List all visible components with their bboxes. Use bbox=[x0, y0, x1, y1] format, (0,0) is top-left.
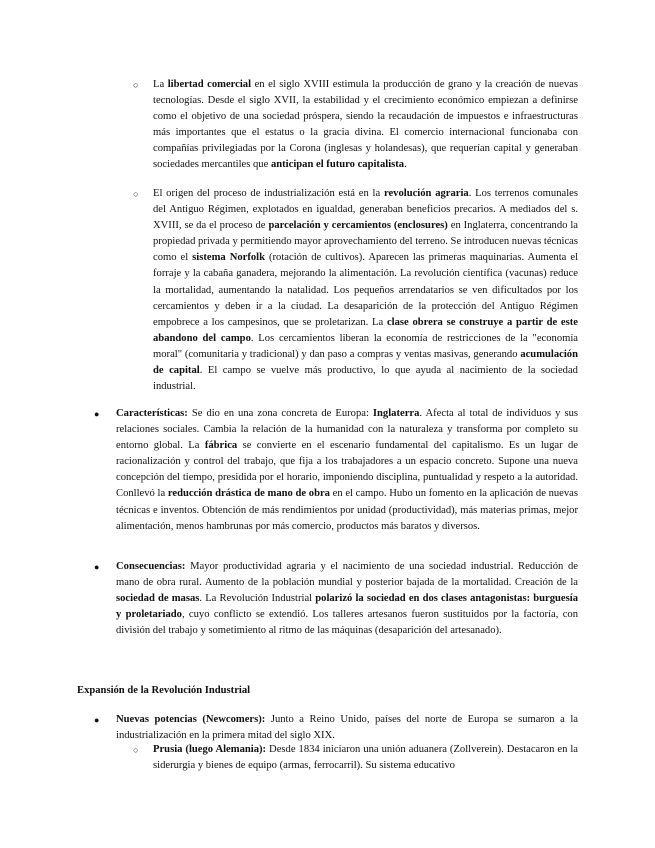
paragraph: Consecuencias: Mayor productividad agraria y el nacimiento de una sociedad industrial. Reducción de mano de obra rural. Aumento de la población mundial y posterior bajada de la mortalidad. Creación de la sociedad de masas. La Revolución Industrial polarizó la sociedad en dos clases antagonistas: burguesía y proletariado, cuyo conflicto se extendió. Los talleres artesanos fueron sustituidos por la factoría, con división del trabajo y sometimiento al ritmo de las máquinas (desaparición del artesanado). bbox=[116, 561, 579, 637]
dot-bullet-icon: ● bbox=[94, 562, 100, 572]
circle-bullet-icon: ○ bbox=[133, 745, 139, 755]
list-item-prusia bbox=[133, 742, 578, 774]
paragraph: La libertad comercial en el siglo XVIII estimula la producción de grano y la creación de nuevas tecnologías. Desde el siglo XVII, la estabilidad y el crecimiento económico empiezan a definirse como el objetivo de una sociedad próspera, siendo la recaudación de impuestos e infraestructuras más importantes que el estatus o la gracia divina. El comercio internacional funcionaba con compañías privilegiadas por la Corona (inglesas y holandesas), que requerían capital y generaban sociedades mercantiles que anticipan el futuro capitalista. bbox=[153, 79, 578, 171]
section-heading: Expansión de la Revolución Industrial bbox=[77, 685, 251, 696]
paragraph: El origen del proceso de industrialización está en la revolución agraria. Los terrenos comunales del Antiguo Régimen, explotados en igualdad, generaban beneficios precarios. A mediados del s. XVIII, se da el proceso de parcelación y cercamientos (enclosures) en Inglaterra, concentrando la propiedad privada y permitiendo mayor aprovechamiento del terreno. Se introducen nuevas técnicas como el sistema Norfolk (rotación de cultivos). Aparecen las primeras maquinarias. Aumenta el forraje y la cabaña ganadera, mejorando la alimentación. La revolución científica (vacunas) reduce la mortalidad, aumentando la natalidad. Los pequeños arrendatarios se ven dificultados por los cercamientos y deben ir a la ciudad. La desaparición de la protección del Antiguo Régimen empobrece a los campesinos, que se proletarizan. La clase obrera se construye a partir de este abandono del campo. Los cercamientos liberan la economía de restricciones de la "economía moral" (comunitaria y tradicional) y dan paso a compras y ventas masivas, generando acumulación de capital. El campo se vuelve más productivo, lo que ayuda al nacimiento de la sociedad industrial. bbox=[153, 188, 579, 393]
list-item-consecuencias bbox=[94, 559, 579, 639]
dot-bullet-icon: ● bbox=[94, 715, 100, 725]
dot-bullet-icon: ● bbox=[94, 409, 100, 419]
list-item-caracteristicas bbox=[94, 406, 579, 535]
paragraph: Características: Se dio en una zona concreta de Europa: Inglaterra. Afecta al total de individuos y sus relaciones sociales. Cambia la relación de la humanidad con la naturaleza y transforma por completo su entorno global. La fábrica se convierte en el escenario fundamental del capitalismo. Es un lugar de racionalización y control del trabajo, que fija a los trabajadores a un espacio concreto. Supone una nueva concepción del tiempo, presidida por el horario, imponiendo disciplina, puntualidad y respeto a la autoridad. Conllevó la reducción drástica de mano de obra en el campo. Hubo un fomento en la aplicación de nuevas técnicas e inventos. Obtención de más rendimientos por unidad (productividad), más materias primas, mejor alimentación, menos hambrunas por más comercio, productos más baratos y diversos. bbox=[116, 408, 579, 532]
circle-bullet-icon: ○ bbox=[133, 189, 139, 199]
list-item-revolucion-agraria bbox=[133, 186, 579, 395]
paragraph: Nuevas potencias (Newcomers): Junto a Reino Unido, países del norte de Europa se sumaron a la industrialización en la primera mitad del siglo XIX. bbox=[116, 714, 578, 742]
circle-bullet-icon: ○ bbox=[133, 80, 139, 90]
list-item-libertad-comercial bbox=[133, 77, 578, 174]
list-item-nuevas-potencias bbox=[94, 712, 578, 744]
paragraph: Prusia (luego Alemania): Desde 1834 iniciaron una unión aduanera (Zollverein). Destacaron en la siderurgia y bienes de equipo (armas, ferrocarril). Su sistema educativo bbox=[153, 744, 578, 772]
